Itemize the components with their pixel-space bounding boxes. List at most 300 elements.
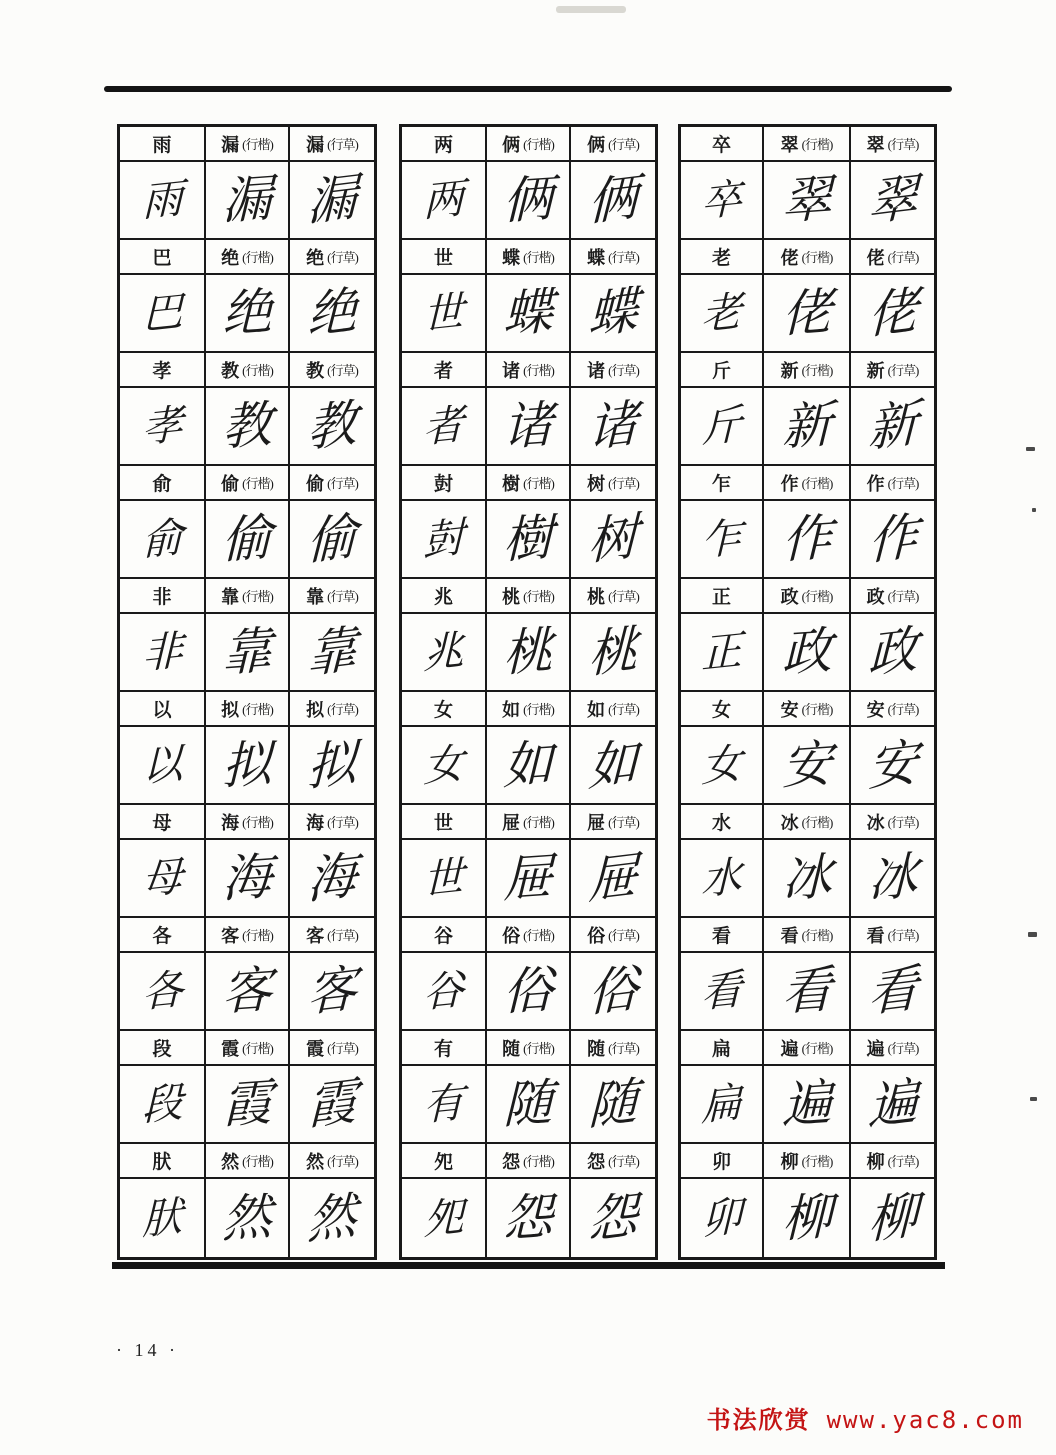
header-xingcao-cell (851, 918, 934, 953)
sample-xingkai-cell (487, 1066, 571, 1144)
handwritten-xingkai-sample: 如 (503, 735, 553, 795)
handwritten-xingkai-sample: 柳 (781, 1188, 832, 1248)
sample-xingcao-cell (571, 1066, 655, 1144)
header-xingcao-cell (290, 466, 374, 501)
sample-xingcao-cell (851, 388, 934, 466)
xingcao-style-label: (行草) (327, 137, 358, 152)
xingcao-character: 霞 (306, 1038, 325, 1059)
sample-xingcao-cell (290, 614, 374, 692)
xingcao-style-label: (行草) (327, 815, 358, 830)
handwritten-xingcao-sample: 柳 (867, 1186, 918, 1250)
sample-xingcao-cell (290, 840, 374, 918)
sample-xingcao-cell (290, 275, 374, 353)
xingcao-style-label: (行草) (327, 476, 358, 491)
header-xingcao-cell (571, 240, 655, 275)
sample-base-cell (681, 953, 764, 1031)
xingkai-style-label: (行楷) (523, 702, 554, 717)
handwritten-xingcao-sample: 安 (867, 733, 918, 797)
xingkai-style-label: (行楷) (801, 815, 833, 830)
base-character: 兆 (433, 587, 453, 608)
xingkai-style-label: (行楷) (242, 250, 273, 265)
xingkai-style-label: (行楷) (801, 928, 833, 943)
header-base-cell (681, 805, 764, 840)
header-xingcao-cell (571, 1031, 655, 1066)
header-xingkai-cell (487, 240, 571, 275)
header-base-cell (120, 353, 206, 388)
header-xingcao-cell (571, 918, 655, 953)
handwritten-base-sample: 扁 (701, 1078, 742, 1129)
handwritten-xingkai-sample: 怨 (503, 1188, 553, 1248)
header-xingkai-cell (206, 466, 290, 501)
handwritten-xingcao-sample: 屉 (587, 846, 639, 910)
handwritten-xingcao-sample: 怨 (587, 1186, 639, 1250)
base-character: 女 (711, 700, 731, 721)
header-xingcao-cell (851, 466, 934, 501)
xingcao-style-label: (行草) (608, 589, 639, 604)
header-base-cell (402, 805, 487, 840)
xingcao-style-label: (行草) (887, 137, 919, 152)
xingkai-style-label: (行楷) (523, 928, 554, 943)
header-xingkai-cell (764, 466, 851, 501)
sample-xingkai-cell (487, 501, 571, 579)
handwritten-xingkai-sample: 教 (222, 396, 272, 456)
sample-xingkai-cell (487, 388, 571, 466)
header-base-cell (402, 692, 487, 727)
handwritten-base-sample: 孝 (141, 400, 183, 451)
handwritten-base-sample: 谷 (423, 965, 464, 1016)
header-xingcao-cell (851, 579, 934, 614)
sample-xingcao-cell (290, 953, 374, 1031)
xingcao-character: 屉 (587, 812, 606, 833)
handwritten-xingcao-sample: 霞 (306, 1072, 358, 1136)
xingkai-character: 俩 (502, 134, 521, 155)
xingcao-character: 柳 (866, 1151, 885, 1172)
header-base-cell (120, 692, 206, 727)
sample-xingkai-cell (487, 727, 571, 805)
xingcao-style-label: (行草) (887, 815, 919, 830)
header-base-cell (120, 240, 206, 275)
header-xingcao-cell (290, 1031, 374, 1066)
header-base-cell (120, 918, 206, 953)
handwritten-xingkai-sample: 诸 (503, 396, 553, 456)
handwritten-xingcao-sample: 如 (587, 733, 639, 797)
xingkai-character: 然 (221, 1151, 240, 1172)
handwritten-base-sample: 尌 (423, 513, 464, 564)
xingkai-character: 教 (221, 360, 240, 381)
header-xingkai-cell (764, 353, 851, 388)
sample-xingkai-cell (764, 501, 851, 579)
header-xingcao-cell (290, 127, 374, 162)
handwritten-xingkai-sample: 俗 (503, 961, 553, 1021)
handwritten-base-sample: 老 (701, 287, 742, 338)
xingcao-style-label: (行草) (608, 476, 639, 491)
handwritten-xingkai-sample: 遍 (781, 1074, 832, 1134)
xingkai-style-label: (行楷) (242, 137, 273, 152)
sample-base-cell (120, 727, 206, 805)
handwritten-base-sample: 卒 (701, 174, 742, 225)
handwritten-xingcao-sample: 佬 (867, 281, 918, 345)
header-base-cell (402, 127, 487, 162)
header-xingkai-cell (206, 353, 290, 388)
sample-base-cell (120, 162, 206, 240)
xingcao-style-label: (行草) (327, 1154, 358, 1169)
header-xingcao-cell (290, 353, 374, 388)
xingcao-style-label: (行草) (327, 589, 358, 604)
scan-speck (1030, 1097, 1037, 1101)
handwritten-base-sample: 俞 (141, 513, 183, 564)
xingkai-character: 漏 (221, 134, 240, 155)
header-base-cell (681, 1144, 764, 1179)
base-character: 巴 (152, 248, 172, 269)
header-xingcao-cell (851, 692, 934, 727)
column-group-1 (117, 124, 377, 1260)
handwritten-xingkai-sample: 新 (781, 396, 832, 456)
handwritten-base-sample: 肰 (141, 1192, 183, 1243)
handwritten-base-sample: 女 (701, 739, 742, 790)
base-character: 母 (152, 813, 172, 834)
xingkai-style-label: (行楷) (242, 363, 273, 378)
header-base-cell (402, 353, 487, 388)
xingkai-style-label: (行楷) (523, 137, 554, 152)
handwritten-xingcao-sample: 海 (306, 846, 358, 910)
header-xingcao-cell (571, 127, 655, 162)
sample-xingcao-cell (851, 162, 934, 240)
sample-base-cell (402, 1066, 487, 1144)
xingcao-character: 安 (866, 699, 885, 720)
xingkai-style-label: (行楷) (242, 702, 273, 717)
xingcao-style-label: (行草) (887, 928, 919, 943)
sample-xingkai-cell (206, 953, 290, 1031)
sample-base-cell (120, 1179, 206, 1257)
handwritten-xingkai-sample: 翠 (781, 170, 832, 230)
base-character: 肰 (152, 1152, 172, 1173)
sample-xingkai-cell (764, 388, 851, 466)
sample-xingcao-cell (290, 1179, 374, 1257)
sample-xingkai-cell (487, 953, 571, 1031)
sample-xingcao-cell (571, 1179, 655, 1257)
sample-xingkai-cell (206, 840, 290, 918)
sample-xingcao-cell (290, 501, 374, 579)
base-character: 俞 (152, 474, 172, 495)
page-number: · 14 · (116, 1340, 179, 1360)
header-xingkai-cell (487, 692, 571, 727)
xingcao-style-label: (行草) (608, 137, 639, 152)
sample-base-cell (402, 840, 487, 918)
handwritten-xingcao-sample: 冰 (867, 846, 918, 910)
xingkai-character: 海 (221, 812, 240, 833)
watermark (707, 1400, 1024, 1435)
sample-xingcao-cell (571, 275, 655, 353)
xingcao-style-label: (行草) (887, 1154, 919, 1169)
xingkai-character: 遍 (780, 1038, 799, 1059)
sample-base-cell (402, 614, 487, 692)
handwritten-xingcao-sample: 新 (867, 394, 918, 458)
header-xingcao-cell (571, 466, 655, 501)
xingcao-character: 政 (866, 586, 885, 607)
sample-xingcao-cell (851, 727, 934, 805)
xingkai-character: 作 (780, 473, 799, 494)
xingkai-character: 新 (780, 360, 799, 381)
sample-xingcao-cell (851, 1066, 934, 1144)
header-base-cell (681, 1031, 764, 1066)
sample-xingkai-cell (764, 1066, 851, 1144)
xingkai-character: 冰 (780, 812, 799, 833)
sample-xingkai-cell (764, 840, 851, 918)
handwritten-xingkai-sample: 绝 (222, 283, 272, 343)
sample-xingkai-cell (487, 162, 571, 240)
xingkai-style-label: (行楷) (523, 1041, 554, 1056)
header-xingkai-cell (764, 692, 851, 727)
sample-xingcao-cell (851, 501, 934, 579)
header-base-cell (120, 805, 206, 840)
xingcao-character: 拟 (306, 699, 325, 720)
header-base-cell (402, 240, 487, 275)
xingkai-character: 霞 (221, 1038, 240, 1059)
sample-xingcao-cell (571, 614, 655, 692)
base-character: 段 (152, 1039, 172, 1060)
header-xingkai-cell (206, 692, 290, 727)
header-xingkai-cell (764, 127, 851, 162)
base-character: 卒 (711, 135, 731, 156)
base-character: 乍 (711, 474, 731, 495)
xingcao-character: 随 (587, 1038, 606, 1059)
xingkai-style-label: (行楷) (801, 589, 833, 604)
header-base-cell (681, 692, 764, 727)
base-character: 者 (433, 361, 453, 382)
scan-speck (1028, 932, 1037, 937)
sample-xingcao-cell (290, 162, 374, 240)
base-character: 扁 (711, 1039, 731, 1060)
xingcao-character: 作 (866, 473, 885, 494)
handwritten-xingkai-sample: 桃 (503, 622, 553, 682)
sample-xingkai-cell (206, 1066, 290, 1144)
header-xingcao-cell (851, 353, 934, 388)
sample-xingkai-cell (487, 275, 571, 353)
handwritten-xingkai-sample: 海 (222, 848, 272, 908)
xingkai-character: 柳 (780, 1151, 799, 1172)
header-xingkai-cell (487, 353, 571, 388)
xingcao-character: 如 (587, 699, 606, 720)
base-character: 世 (433, 248, 453, 269)
xingcao-style-label: (行草) (887, 1041, 919, 1056)
handwritten-base-sample: 女 (423, 739, 464, 790)
xingkai-style-label: (行楷) (523, 476, 554, 491)
column-group-2 (399, 124, 658, 1260)
handwritten-base-sample: 斤 (701, 400, 742, 451)
handwritten-xingkai-sample: 樹 (503, 509, 553, 569)
header-base-cell (402, 1144, 487, 1179)
watermark-site-name: 书法欣赏 (706, 1408, 811, 1434)
header-xingcao-cell (571, 353, 655, 388)
sample-xingkai-cell (487, 614, 571, 692)
base-character: 有 (433, 1039, 453, 1060)
xingcao-character: 翠 (866, 134, 885, 155)
xingcao-style-label: (行草) (608, 1154, 639, 1169)
xingkai-character: 靠 (221, 586, 240, 607)
xingkai-character: 如 (502, 699, 521, 720)
base-character: 水 (711, 813, 731, 834)
header-xingkai-cell (206, 579, 290, 614)
handwritten-base-sample: 段 (141, 1078, 183, 1129)
xingcao-character: 靠 (306, 586, 325, 607)
handwritten-base-sample: 母 (141, 852, 183, 903)
header-base-cell (402, 579, 487, 614)
xingcao-style-label: (行草) (608, 928, 639, 943)
header-xingcao-cell (290, 805, 374, 840)
sample-base-cell (120, 275, 206, 353)
sample-base-cell (681, 614, 764, 692)
sample-xingcao-cell (571, 953, 655, 1031)
sample-base-cell (681, 1066, 764, 1144)
xingcao-character: 新 (866, 360, 885, 381)
sample-xingkai-cell (764, 1179, 851, 1257)
base-character: 雨 (152, 135, 172, 156)
xingcao-style-label: (行草) (608, 815, 639, 830)
header-xingkai-cell (764, 918, 851, 953)
handwritten-base-sample: 两 (423, 174, 464, 225)
header-base-cell (681, 240, 764, 275)
handwritten-xingkai-sample: 安 (781, 735, 832, 795)
header-xingcao-cell (290, 579, 374, 614)
xingcao-style-label: (行草) (887, 363, 919, 378)
base-character: 看 (711, 926, 731, 947)
xingkai-style-label: (行楷) (801, 1041, 833, 1056)
handwritten-xingcao-sample: 然 (306, 1186, 358, 1250)
handwritten-base-sample: 正 (701, 626, 742, 677)
scan-speck (1026, 447, 1035, 451)
sample-xingkai-cell (764, 614, 851, 692)
handwritten-xingcao-sample: 绝 (306, 281, 358, 345)
header-base-cell (681, 353, 764, 388)
handwritten-xingcao-sample: 漏 (306, 168, 358, 232)
handwritten-xingcao-sample: 政 (867, 620, 918, 684)
scan-smudge (556, 6, 626, 13)
header-xingkai-cell (487, 579, 571, 614)
xingcao-character: 绝 (306, 247, 325, 268)
header-xingcao-cell (571, 692, 655, 727)
handwritten-xingkai-sample: 靠 (222, 622, 272, 682)
sample-xingcao-cell (851, 1179, 934, 1257)
header-xingkai-cell (206, 127, 290, 162)
sample-xingkai-cell (206, 1179, 290, 1257)
xingkai-character: 诸 (502, 360, 521, 381)
sample-base-cell (681, 501, 764, 579)
xingcao-character: 偷 (306, 473, 325, 494)
xingcao-style-label: (行草) (887, 250, 919, 265)
handwritten-xingcao-sample: 看 (867, 959, 918, 1023)
xingkai-style-label: (行楷) (242, 1041, 273, 1056)
xingcao-character: 蝶 (587, 247, 606, 268)
sample-base-cell (120, 388, 206, 466)
xingcao-style-label: (行草) (608, 250, 639, 265)
header-xingkai-cell (206, 805, 290, 840)
sample-xingcao-cell (571, 501, 655, 579)
handwritten-xingkai-sample: 政 (781, 622, 832, 682)
handwritten-xingcao-sample: 随 (587, 1072, 639, 1136)
header-xingkai-cell (487, 1031, 571, 1066)
xingkai-character: 屉 (502, 812, 521, 833)
header-xingkai-cell (487, 1144, 571, 1179)
header-base-cell (120, 1031, 206, 1066)
sample-base-cell (402, 162, 487, 240)
sample-xingcao-cell (571, 162, 655, 240)
sample-xingcao-cell (851, 840, 934, 918)
handwritten-xingcao-sample: 教 (306, 394, 358, 458)
xingcao-character: 然 (306, 1151, 325, 1172)
top-rule (104, 86, 952, 92)
base-character: 卯 (711, 1152, 731, 1173)
handwritten-xingcao-sample: 诸 (587, 394, 639, 458)
header-xingcao-cell (290, 1144, 374, 1179)
handwritten-xingcao-sample: 翠 (867, 168, 918, 232)
sample-xingkai-cell (206, 501, 290, 579)
xingcao-style-label: (行草) (327, 363, 358, 378)
xingcao-style-label: (行草) (608, 363, 639, 378)
sample-base-cell (120, 1066, 206, 1144)
header-base-cell (402, 1031, 487, 1066)
header-base-cell (681, 918, 764, 953)
xingcao-character: 冰 (866, 812, 885, 833)
scan-speck (1032, 508, 1036, 512)
sample-base-cell (120, 614, 206, 692)
handwritten-base-sample: 兆 (423, 626, 464, 677)
header-xingkai-cell (487, 466, 571, 501)
sample-xingkai-cell (764, 727, 851, 805)
xingcao-character: 佬 (866, 247, 885, 268)
sample-xingkai-cell (487, 840, 571, 918)
header-xingkai-cell (487, 918, 571, 953)
xingkai-style-label: (行楷) (242, 1154, 273, 1169)
xingcao-style-label: (行草) (608, 702, 639, 717)
sample-xingcao-cell (851, 275, 934, 353)
sample-base-cell (120, 953, 206, 1031)
xingkai-character: 看 (780, 925, 799, 946)
xingcao-character: 看 (866, 925, 885, 946)
xingkai-style-label: (行楷) (801, 250, 833, 265)
base-character: 非 (152, 587, 172, 608)
handwritten-xingcao-sample: 俗 (587, 959, 639, 1023)
xingcao-character: 俗 (587, 925, 606, 946)
xingkai-style-label: (行楷) (523, 1154, 554, 1169)
header-base-cell (120, 466, 206, 501)
handwritten-xingcao-sample: 蝶 (587, 281, 639, 345)
xingcao-character: 诸 (587, 360, 606, 381)
base-character: 孝 (152, 361, 172, 382)
handwritten-base-sample: 水 (701, 852, 742, 903)
handwritten-xingkai-sample: 佬 (781, 283, 832, 343)
xingkai-style-label: (行楷) (801, 702, 833, 717)
handwritten-xingkai-sample: 冰 (781, 848, 832, 908)
sample-base-cell (402, 501, 487, 579)
sample-xingkai-cell (206, 275, 290, 353)
handwritten-xingkai-sample: 客 (222, 961, 272, 1021)
handwritten-xingcao-sample: 拟 (306, 733, 358, 797)
sample-base-cell (681, 162, 764, 240)
header-xingkai-cell (206, 1144, 290, 1179)
sample-xingcao-cell (571, 840, 655, 918)
header-base-cell (120, 579, 206, 614)
header-xingkai-cell (764, 805, 851, 840)
sample-base-cell (681, 388, 764, 466)
handwritten-xingkai-sample: 俩 (503, 170, 553, 230)
xingcao-character: 俩 (587, 134, 606, 155)
handwritten-xingcao-sample: 客 (306, 959, 358, 1023)
xingcao-character: 桃 (587, 586, 606, 607)
base-character: 斤 (711, 361, 731, 382)
sample-base-cell (402, 1179, 487, 1257)
handwritten-xingkai-sample: 作 (781, 509, 832, 569)
xingcao-style-label: (行草) (887, 702, 919, 717)
